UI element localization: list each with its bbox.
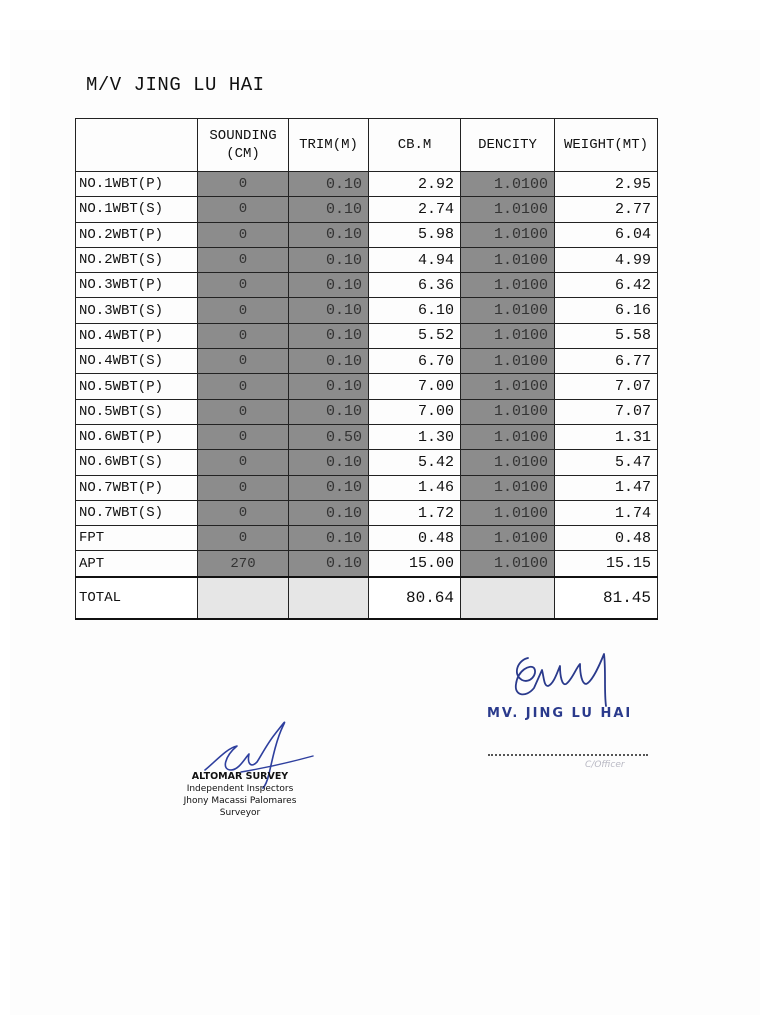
tank-name: NO.1WBT(S) <box>76 197 198 222</box>
table-row <box>76 323 658 348</box>
total-volume: 80.64 <box>369 577 461 619</box>
surveyor-role: Surveyor <box>219 808 261 818</box>
surveyor-stamp <box>150 771 330 819</box>
surveyor-name: Jhony Macassi Palomares <box>183 796 297 806</box>
tank-name: NO.1WBT(P) <box>76 172 198 197</box>
table-row <box>76 172 658 197</box>
header-sounding-line1: SOUNDING <box>209 128 277 144</box>
table-row <box>76 399 658 424</box>
tank-name: NO.5WBT(P) <box>76 374 198 399</box>
table-row <box>76 197 658 222</box>
weight-cell: 2.77 <box>555 197 658 222</box>
volume-cell: 6.70 <box>369 349 461 374</box>
sounding-cell: 0 <box>198 475 289 500</box>
table-header-row <box>76 119 658 172</box>
weight-cell: 1.47 <box>555 475 658 500</box>
table-row <box>76 298 658 323</box>
trim-cell: 0.10 <box>289 526 369 551</box>
sounding-cell: 0 <box>198 374 289 399</box>
volume-cell: 1.30 <box>369 424 461 449</box>
density-cell: 1.0100 <box>461 222 555 247</box>
trim-cell: 0.10 <box>289 475 369 500</box>
tank-name: FPT <box>76 526 198 551</box>
weight-cell: 6.42 <box>555 273 658 298</box>
total-weight: 81.45 <box>555 577 658 619</box>
density-cell: 1.0100 <box>461 450 555 475</box>
volume-cell: 7.00 <box>369 399 461 424</box>
volume-cell: 5.52 <box>369 323 461 348</box>
surveyor-company: ALTOMAR SURVEY <box>191 771 289 782</box>
density-cell: 1.0100 <box>461 298 555 323</box>
table-row <box>76 247 658 272</box>
weight-cell: 6.04 <box>555 222 658 247</box>
volume-cell: 1.72 <box>369 500 461 525</box>
density-cell: 1.0100 <box>461 526 555 551</box>
trim-cell: 0.10 <box>289 450 369 475</box>
trim-cell: 0.10 <box>289 247 369 272</box>
tank-name: APT <box>76 551 198 577</box>
weight-cell: 6.16 <box>555 298 658 323</box>
table-row <box>76 450 658 475</box>
sounding-cell: 0 <box>198 298 289 323</box>
header-tank <box>76 119 198 172</box>
sounding-cell: 270 <box>198 551 289 577</box>
ship-stamp: MV. JING LU HAI <box>487 706 633 721</box>
header-trim: TRIM(M) <box>289 119 369 172</box>
density-cell: 1.0100 <box>461 551 555 577</box>
density-cell: 1.0100 <box>461 349 555 374</box>
trim-cell: 0.10 <box>289 273 369 298</box>
table-row <box>76 424 658 449</box>
header-sounding-line2: (CM) <box>226 146 260 162</box>
trim-cell: 0.50 <box>289 424 369 449</box>
trim-cell: 0.10 <box>289 222 369 247</box>
sounding-cell: 0 <box>198 197 289 222</box>
sounding-cell: 0 <box>198 273 289 298</box>
trim-cell: 0.10 <box>289 349 369 374</box>
volume-cell: 2.92 <box>369 172 461 197</box>
tank-name: NO.7WBT(P) <box>76 475 198 500</box>
header-weight: WEIGHT(MT) <box>555 119 658 172</box>
sounding-cell: 0 <box>198 399 289 424</box>
officer-signature-icon <box>500 640 630 710</box>
sounding-cell: 0 <box>198 222 289 247</box>
tank-name: NO.3WBT(S) <box>76 298 198 323</box>
tank-name: NO.4WBT(S) <box>76 349 198 374</box>
tank-name: NO.6WBT(S) <box>76 450 198 475</box>
weight-cell: 1.74 <box>555 500 658 525</box>
volume-cell: 4.94 <box>369 247 461 272</box>
vessel-title: M/V JING LU HAI <box>86 74 265 96</box>
total-label: TOTAL <box>76 577 198 619</box>
table-row <box>76 349 658 374</box>
volume-cell: 2.74 <box>369 197 461 222</box>
weight-cell: 5.58 <box>555 323 658 348</box>
signature-dotted-line <box>488 754 648 756</box>
sounding-cell: 0 <box>198 349 289 374</box>
trim-cell: 0.10 <box>289 298 369 323</box>
density-cell: 1.0100 <box>461 197 555 222</box>
trim-cell: 0.10 <box>289 500 369 525</box>
tank-name: NO.2WBT(P) <box>76 222 198 247</box>
weight-cell: 0.48 <box>555 526 658 551</box>
tank-name: NO.7WBT(S) <box>76 500 198 525</box>
volume-cell: 1.46 <box>369 475 461 500</box>
header-volume: CB.M <box>369 119 461 172</box>
table-body <box>76 172 658 619</box>
weight-cell: 15.15 <box>555 551 658 577</box>
volume-cell: 6.10 <box>369 298 461 323</box>
density-cell: 1.0100 <box>461 172 555 197</box>
tank-name: NO.4WBT(P) <box>76 323 198 348</box>
sounding-cell: 0 <box>198 526 289 551</box>
header-sounding <box>198 119 289 172</box>
trim-cell: 0.10 <box>289 172 369 197</box>
table-row <box>76 475 658 500</box>
volume-cell: 5.98 <box>369 222 461 247</box>
density-cell: 1.0100 <box>461 273 555 298</box>
density-cell: 1.0100 <box>461 323 555 348</box>
weight-cell: 2.95 <box>555 172 658 197</box>
ballast-tank-table <box>75 118 658 620</box>
volume-cell: 0.48 <box>369 526 461 551</box>
density-cell: 1.0100 <box>461 475 555 500</box>
table-row <box>76 222 658 247</box>
sounding-cell: 0 <box>198 424 289 449</box>
tank-name: NO.5WBT(S) <box>76 399 198 424</box>
total-sounding-empty <box>198 577 289 619</box>
weight-cell: 5.47 <box>555 450 658 475</box>
density-cell: 1.0100 <box>461 500 555 525</box>
table-row <box>76 273 658 298</box>
sounding-cell: 0 <box>198 172 289 197</box>
weight-cell: 7.07 <box>555 399 658 424</box>
volume-cell: 5.42 <box>369 450 461 475</box>
trim-cell: 0.10 <box>289 399 369 424</box>
trim-cell: 0.10 <box>289 197 369 222</box>
total-row <box>76 577 658 619</box>
table-row <box>76 526 658 551</box>
sounding-cell: 0 <box>198 500 289 525</box>
trim-cell: 0.10 <box>289 323 369 348</box>
total-trim-empty <box>289 577 369 619</box>
density-cell: 1.0100 <box>461 374 555 399</box>
weight-cell: 1.31 <box>555 424 658 449</box>
sounding-cell: 0 <box>198 450 289 475</box>
sounding-cell: 0 <box>198 247 289 272</box>
weight-cell: 7.07 <box>555 374 658 399</box>
trim-cell: 0.10 <box>289 374 369 399</box>
density-cell: 1.0100 <box>461 247 555 272</box>
total-density-empty <box>461 577 555 619</box>
volume-cell: 6.36 <box>369 273 461 298</box>
surveyor-subtitle: Independent Inspectors <box>186 784 294 794</box>
sounding-cell: 0 <box>198 323 289 348</box>
volume-cell: 15.00 <box>369 551 461 577</box>
table-row <box>76 500 658 525</box>
density-cell: 1.0100 <box>461 399 555 424</box>
weight-cell: 4.99 <box>555 247 658 272</box>
trim-cell: 0.10 <box>289 551 369 577</box>
officer-role-label: C/Officer <box>585 760 625 770</box>
tank-name: NO.2WBT(S) <box>76 247 198 272</box>
header-density: DENCITY <box>461 119 555 172</box>
density-cell: 1.0100 <box>461 424 555 449</box>
table-row <box>76 374 658 399</box>
tank-name: NO.3WBT(P) <box>76 273 198 298</box>
volume-cell: 7.00 <box>369 374 461 399</box>
tank-name: NO.6WBT(P) <box>76 424 198 449</box>
table-row <box>76 551 658 577</box>
weight-cell: 6.77 <box>555 349 658 374</box>
